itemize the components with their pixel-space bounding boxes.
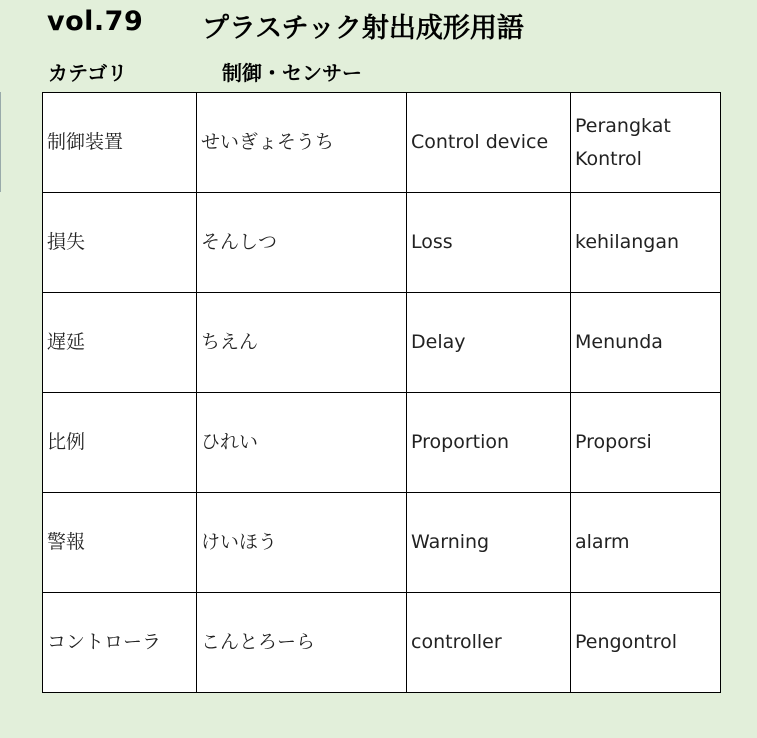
cell-reading: ちえん xyxy=(197,293,407,393)
cell-english: controller xyxy=(407,593,571,693)
table-row xyxy=(43,193,721,293)
cell-english: Proportion xyxy=(407,393,571,493)
cell-indonesian: Menunda xyxy=(571,293,721,393)
cell-kanji: 警報 xyxy=(43,493,197,593)
cell-kanji: 比例 xyxy=(43,393,197,493)
cell-english: Control device xyxy=(407,93,571,193)
cell-indonesian: Pengontrol xyxy=(571,593,721,693)
edge-divider xyxy=(0,92,1,192)
cell-reading: こんとろーら xyxy=(197,593,407,693)
page-title: プラスチック射出成形用語 xyxy=(202,13,524,44)
cell-kanji: コントローラ xyxy=(43,593,197,693)
cell-kanji: 制御装置 xyxy=(43,93,197,193)
cell-indonesian: alarm xyxy=(571,493,721,593)
cell-kanji: 損失 xyxy=(43,193,197,293)
table-row xyxy=(43,493,721,593)
cell-english: Loss xyxy=(407,193,571,293)
cell-reading: ひれい xyxy=(197,393,407,493)
cell-indonesian: Perangkat Kontrol xyxy=(571,93,721,193)
cell-indonesian: Proporsi xyxy=(571,393,721,493)
table-row xyxy=(43,393,721,493)
cell-indonesian: kehilangan xyxy=(571,193,721,293)
cell-reading: せいぎょそうち xyxy=(197,93,407,193)
cell-english: Delay xyxy=(407,293,571,393)
cell-reading: そんしつ xyxy=(197,193,407,293)
category-value: 制御・センサー xyxy=(222,61,362,85)
category-label: カテゴリ xyxy=(48,61,128,85)
table-row xyxy=(43,593,721,693)
cell-reading: けいほう xyxy=(197,493,407,593)
cell-kanji: 遅延 xyxy=(43,293,197,393)
table-row xyxy=(43,93,721,193)
volume-number: vol.79 xyxy=(47,6,144,37)
cell-english: Warning xyxy=(407,493,571,593)
glossary-table xyxy=(42,92,721,693)
table-row xyxy=(43,293,721,393)
